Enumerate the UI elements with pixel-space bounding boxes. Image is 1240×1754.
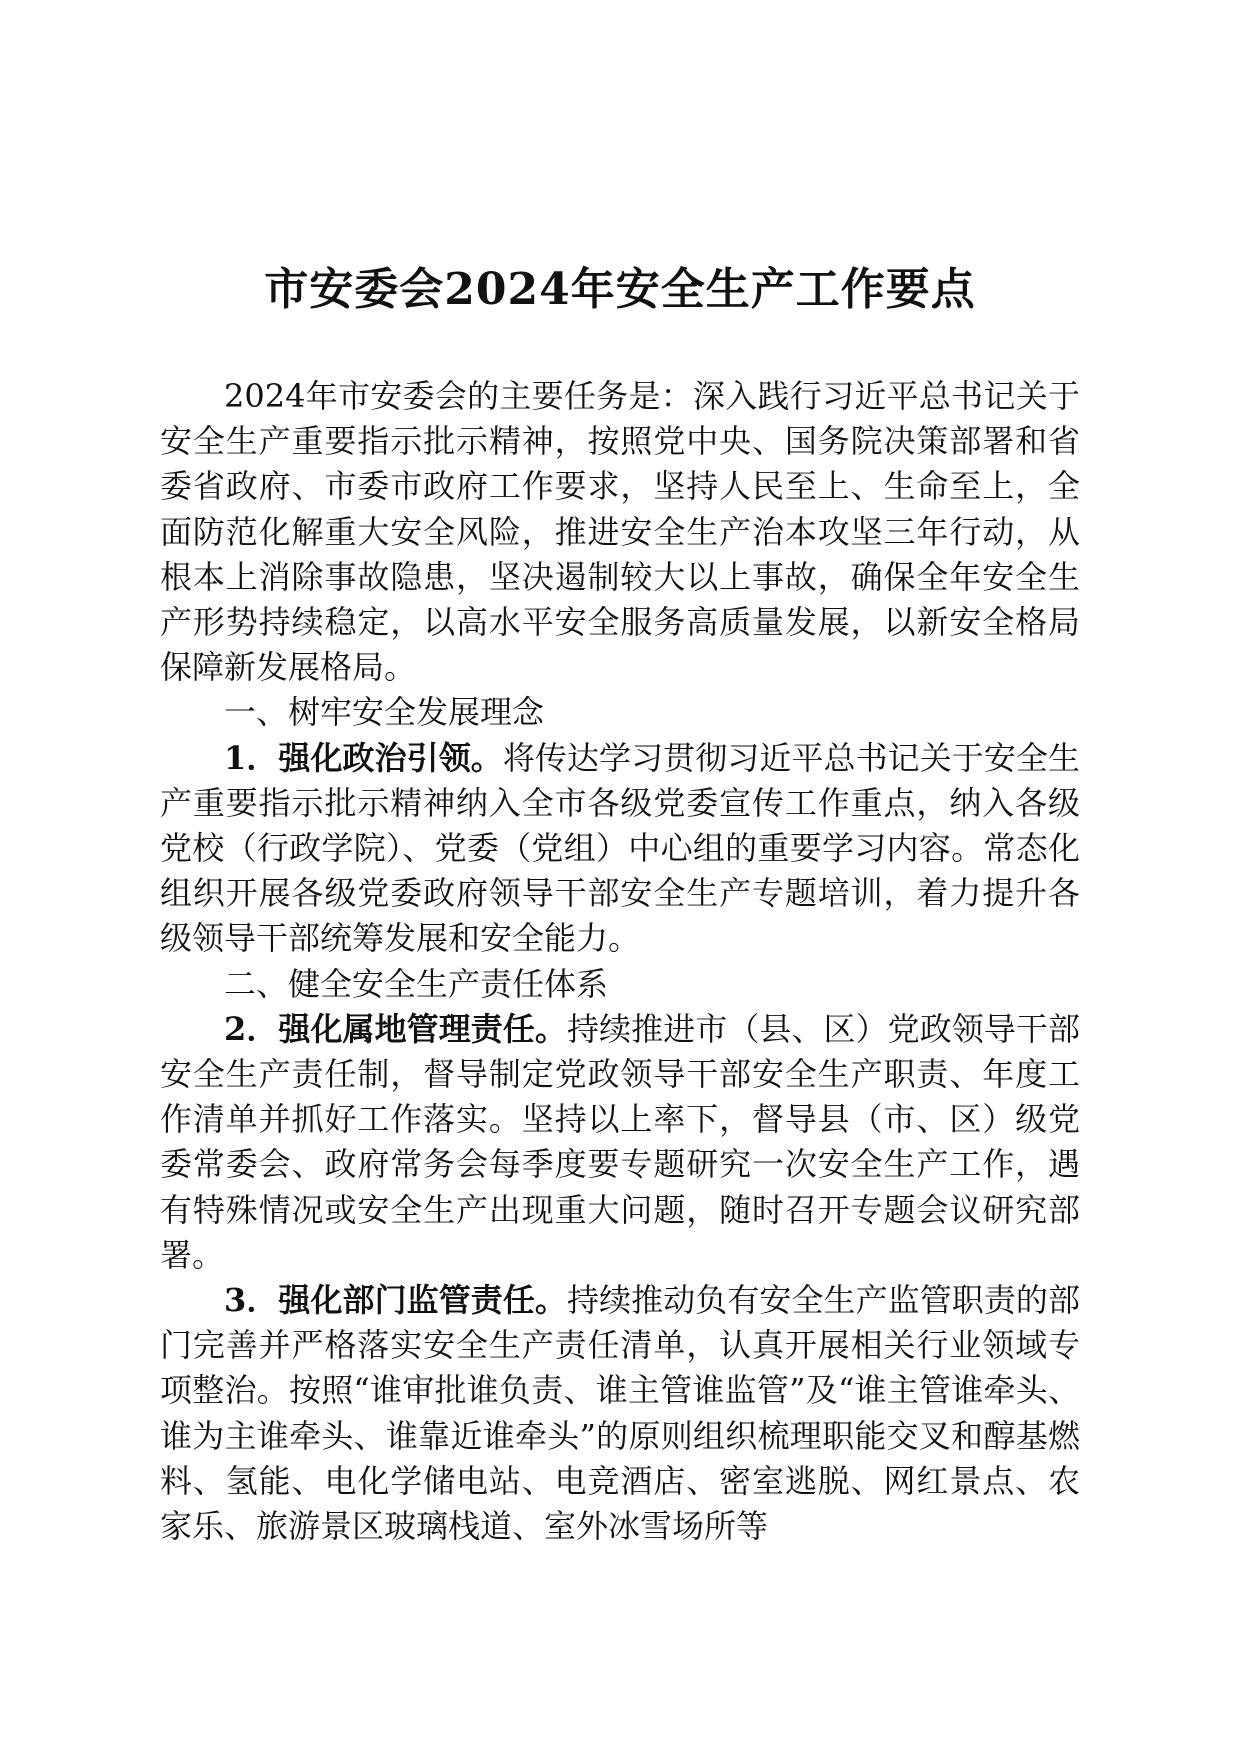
document-title: 市安委会2024年安全生产工作要点 xyxy=(264,264,976,315)
item-paragraph-3 xyxy=(160,1278,1080,1549)
item-lead-3: 3．强化部门监管责任。 xyxy=(224,1281,567,1320)
item-paragraph-2 xyxy=(160,1007,1080,1278)
section-heading-1: 一、树牢安全发展理念 xyxy=(224,693,545,732)
section-heading-2: 二、健全安全生产责任体系 xyxy=(224,964,609,1003)
item-lead-1: 1．强化政治引领。 xyxy=(224,738,503,777)
document-body xyxy=(160,374,1080,1549)
item-text-3: 持续推动负有安全生产监管职责的部门完善并严格落实安全生产责任清单，认真开展相关行业领域专项整治。按照“谁审批谁负责、谁主管谁监管”及“谁主管谁牵头、谁为主谁牵头、谁靠近谁牵头”的原则组织梳理职能交叉和醇基燃料、氢能、电化学储电站、电竞酒店、密室逃脱、网红景点、农家乐、旅游景区玻璃栈道、室外冰雪场所等 xyxy=(160,1281,1080,1546)
item-lead-2: 2．强化属地管理责任。 xyxy=(224,1009,567,1048)
intro-paragraph: 2024年市安委会的主要任务是：深入践行习近平总书记关于安全生产重要指示批示精神，按照党中央、国务院决策部署和省委省政府、市委市政府工作要求，坚持人民至上、生命至上，全面防范化解重大安全风险，推进安全生产治本攻坚三年行动，从根本上消除事故隐患，坚决遏制较大以上事故，确保全年安全生产形势持续稳定，以高水平安全服务高质量发展，以新安全格局保障新发展格局。 xyxy=(160,377,1080,687)
item-text-1: 将传达学习贯彻习近平总书记关于安全生产重要指示批示精神纳入全市各级党委宣传工作重点，纳入各级党校（行政学院）、党委（党组）中心组的重要学习内容。常态化组织开展各级党委政府领导干部安全生产专题培训，着力提升各级领导干部统筹发展和安全能力。 xyxy=(160,738,1080,958)
item-text-2: 持续推进市（县、区）党政领导干部安全生产责任制，督导制定党政领导干部安全生产职责、年度工作清单并抓好工作落实。坚持以上率下，督导县（市、区）级党委常委会、政府常务会每季度要专题研究一次安全生产工作，遇有特殊情况或安全生产出现重大问题，随时召开专题会议研究部署。 xyxy=(160,1009,1080,1274)
item-paragraph-1 xyxy=(160,736,1080,962)
